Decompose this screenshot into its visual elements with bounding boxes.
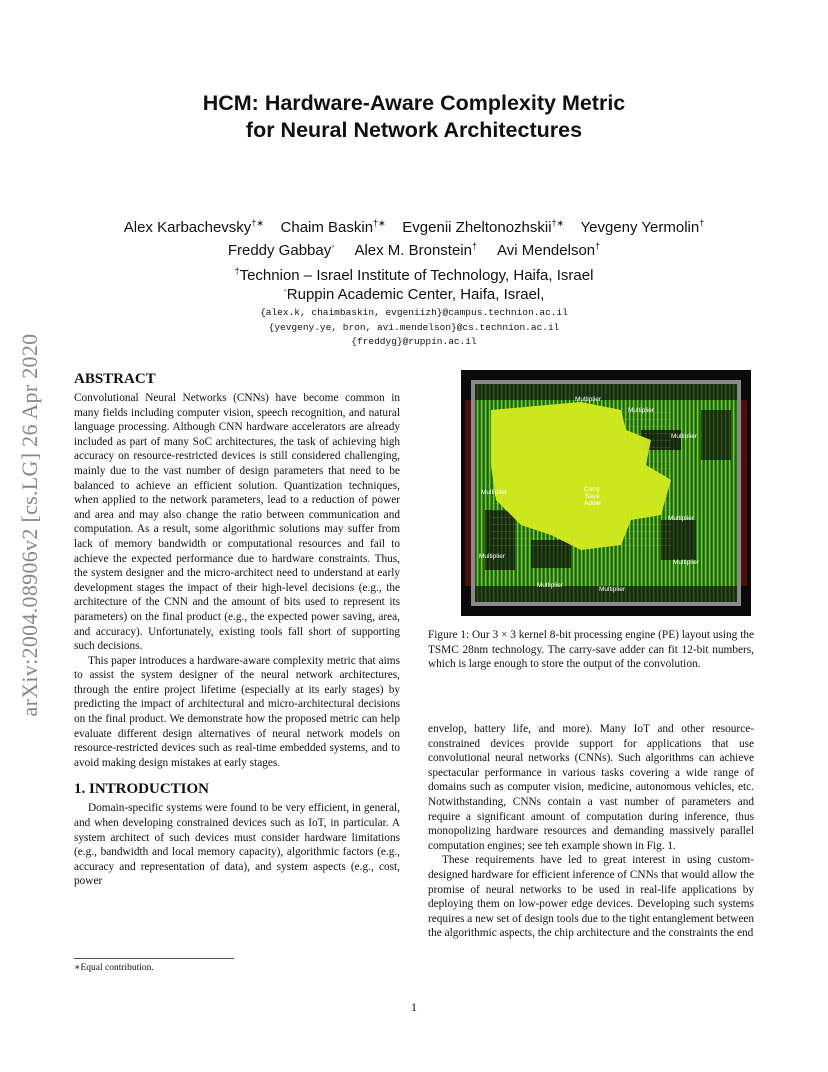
left-column xyxy=(74,370,400,889)
author-mark: †∗ xyxy=(551,218,565,228)
paper-title xyxy=(0,90,828,144)
author-mark: †∗ xyxy=(251,218,264,228)
pe-layout-image xyxy=(461,370,751,616)
page-number: 1 xyxy=(411,1000,417,1014)
abstract-paragraph-2: This paper introduces a hardware-aware complexity metric that aims to assist the system designer of the neural network architectures, through the entire project lifetime (especially at its early stages) by predicting the impact of architectural and micro-architectural decisions on the final product. We demonstrate how the proposed metric can help evaluate different design alternatives of neural network models on resource-restricted devices such as real-time embedded systems, and to avoid making design mistakes at early stages. xyxy=(74,654,400,769)
affiliation-2 xyxy=(0,281,828,304)
author-mark: † xyxy=(699,218,705,228)
figure-pe-layout xyxy=(461,370,751,616)
affiliation-text: Technion – Israel Institute of Technology, Haifa, Israel xyxy=(239,267,594,284)
author-name: Avi Mendelson xyxy=(497,242,596,259)
right-column xyxy=(428,722,754,941)
introduction-heading: 1. INTRODUCTION xyxy=(74,781,210,798)
abstract-heading: ABSTRACT xyxy=(74,371,156,387)
affiliation-mark: ◦ xyxy=(283,285,287,295)
author-name: Yevgeny Yermolin xyxy=(580,219,700,236)
email-list xyxy=(0,306,828,350)
author-name: Alex M. Bronstein xyxy=(354,242,472,259)
introduction-paragraph-1: Domain-specific systems were found to be very efficient, in general, and when developing constrained devices such as IoT, in particular. A system architect of such devices must consider hardware limitations (e.g., bandwidth and local memory capacity), algorithmic factors (e.g., accuracy and representation of data), and system aspects (e.g., cost, power xyxy=(74,802,400,888)
author-name: Chaim Baskin xyxy=(280,219,374,236)
right-paragraph-2: These requirements have led to great interest in using custom-designed hardware for efficient inference of CNNs that would allow the promise of neural networks to be used in real-life applications by deploying them on low-power edge devices. Developing such systems requires a new set of design tools due to the tight entanglement between the algorithmic aspects, the chip architecture and the constraints the end xyxy=(428,854,754,940)
multiplier-label: Multiplier xyxy=(537,582,564,589)
multiplier-label: Multiplier xyxy=(481,489,508,496)
multiplier-label: Multiplier xyxy=(479,553,506,560)
arxiv-stamp xyxy=(10,290,50,760)
multiplier-label: Multiplier xyxy=(575,396,602,403)
author-mark: † xyxy=(595,241,601,251)
author-name: Freddy Gabbay xyxy=(227,242,332,259)
affiliation-text: Ruppin Academic Center, Haifa, Israel, xyxy=(286,286,545,303)
multiplier-label: Multiplier xyxy=(628,407,655,414)
right-paragraph-1: envelop, battery life, and more). Many IoT and other resource-constrained devices provide support for applications that use convolutional neural networks (CNNs). Such algorithms can achieve spectacular performance in various tasks covering a wide range of domains such as computer vision, medicine, autonomous vehicles, etc. Notwithstanding, CNNs contain a vast number of parameters and require a significant amount of computation during inference, thus monopolizing hardware resources and demanding massively parallel computation engines; see teh example shown in Fig. 1. xyxy=(428,723,754,852)
email-line: {freddyg}@ruppin.ac.il xyxy=(351,336,477,347)
multiplier-label: Multiplier xyxy=(673,559,700,566)
title-line-2: for Neural Network Architectures xyxy=(245,118,583,142)
author-mark: † xyxy=(471,241,477,251)
footnote: ∗Equal contribution. xyxy=(74,963,154,973)
arxiv-stamp-text: arXiv:2004.08906v2 [cs.LG] 26 Apr 2020 xyxy=(17,333,42,717)
adder-label-line-2: Save xyxy=(585,493,600,500)
adder-label-line-3: Adder xyxy=(584,500,602,507)
adder-label-line-1: Carry xyxy=(584,486,600,493)
affiliation-mark: † xyxy=(234,266,240,276)
author-list-row-2 xyxy=(0,235,828,262)
email-line: {yevgeny.ye, bron, avi.mendelson}@cs.technion.ac.il xyxy=(268,321,560,333)
footnote-rule xyxy=(74,958,234,959)
author-name: Evgenii Zheltonozhskii xyxy=(402,219,552,236)
author-name: Alex Karbachevsky xyxy=(123,219,252,236)
abstract-paragraph-1: Convolutional Neural Networks (CNNs) have become common in many fields including computer vision, speech recognition, and natural language processing. Although CNN hardware accelerators are already included as part of many SoC architectures, the task of achieving high accuracy on resource-restricted devices is still considered challenging, mainly due to the vast number of design parameters that need to be balanced to achieve an efficient solution. Quantization techniques, when applied to the network parameters, lead to a reduction of power and area and may also change the ratio between communication and computation. As a result, some algorithmic solutions may suffer from lack of memory bandwidth or computational resources and fail to achieve the expected performance due to hardware constraints. Thus, the system designer and the micro-architect need to understand at early development stages the impact of their high-level decisions (e.g., the architecture of the CNN and the amount of bits used to represent its parameters) on the final product (e.g., the expected power saving, area, and accuracy). Unfortunately, existing tools fall short of supporting such decisions. xyxy=(74,392,400,653)
title-line-1: HCM: Hardware-Aware Complexity Metric xyxy=(202,91,626,115)
multiplier-label: Multiplier xyxy=(668,515,695,522)
email-line: {alex.k, chaimbaskin, evgeniizh}@campus.technion.ac.il xyxy=(260,307,568,318)
author-mark: †∗ xyxy=(373,218,386,228)
multiplier-label: Multiplier xyxy=(599,586,626,593)
figure-caption: Figure 1: Our 3 × 3 kernel 8-bit processing engine (PE) layout using the TSMC 28nm technology. The carry-save adder can fit 12-bit numbers, which is large enough to store the output of the convolution. xyxy=(428,629,754,671)
multiplier-label: Multiplier xyxy=(671,433,698,440)
author-mark: ◦ xyxy=(331,241,335,251)
